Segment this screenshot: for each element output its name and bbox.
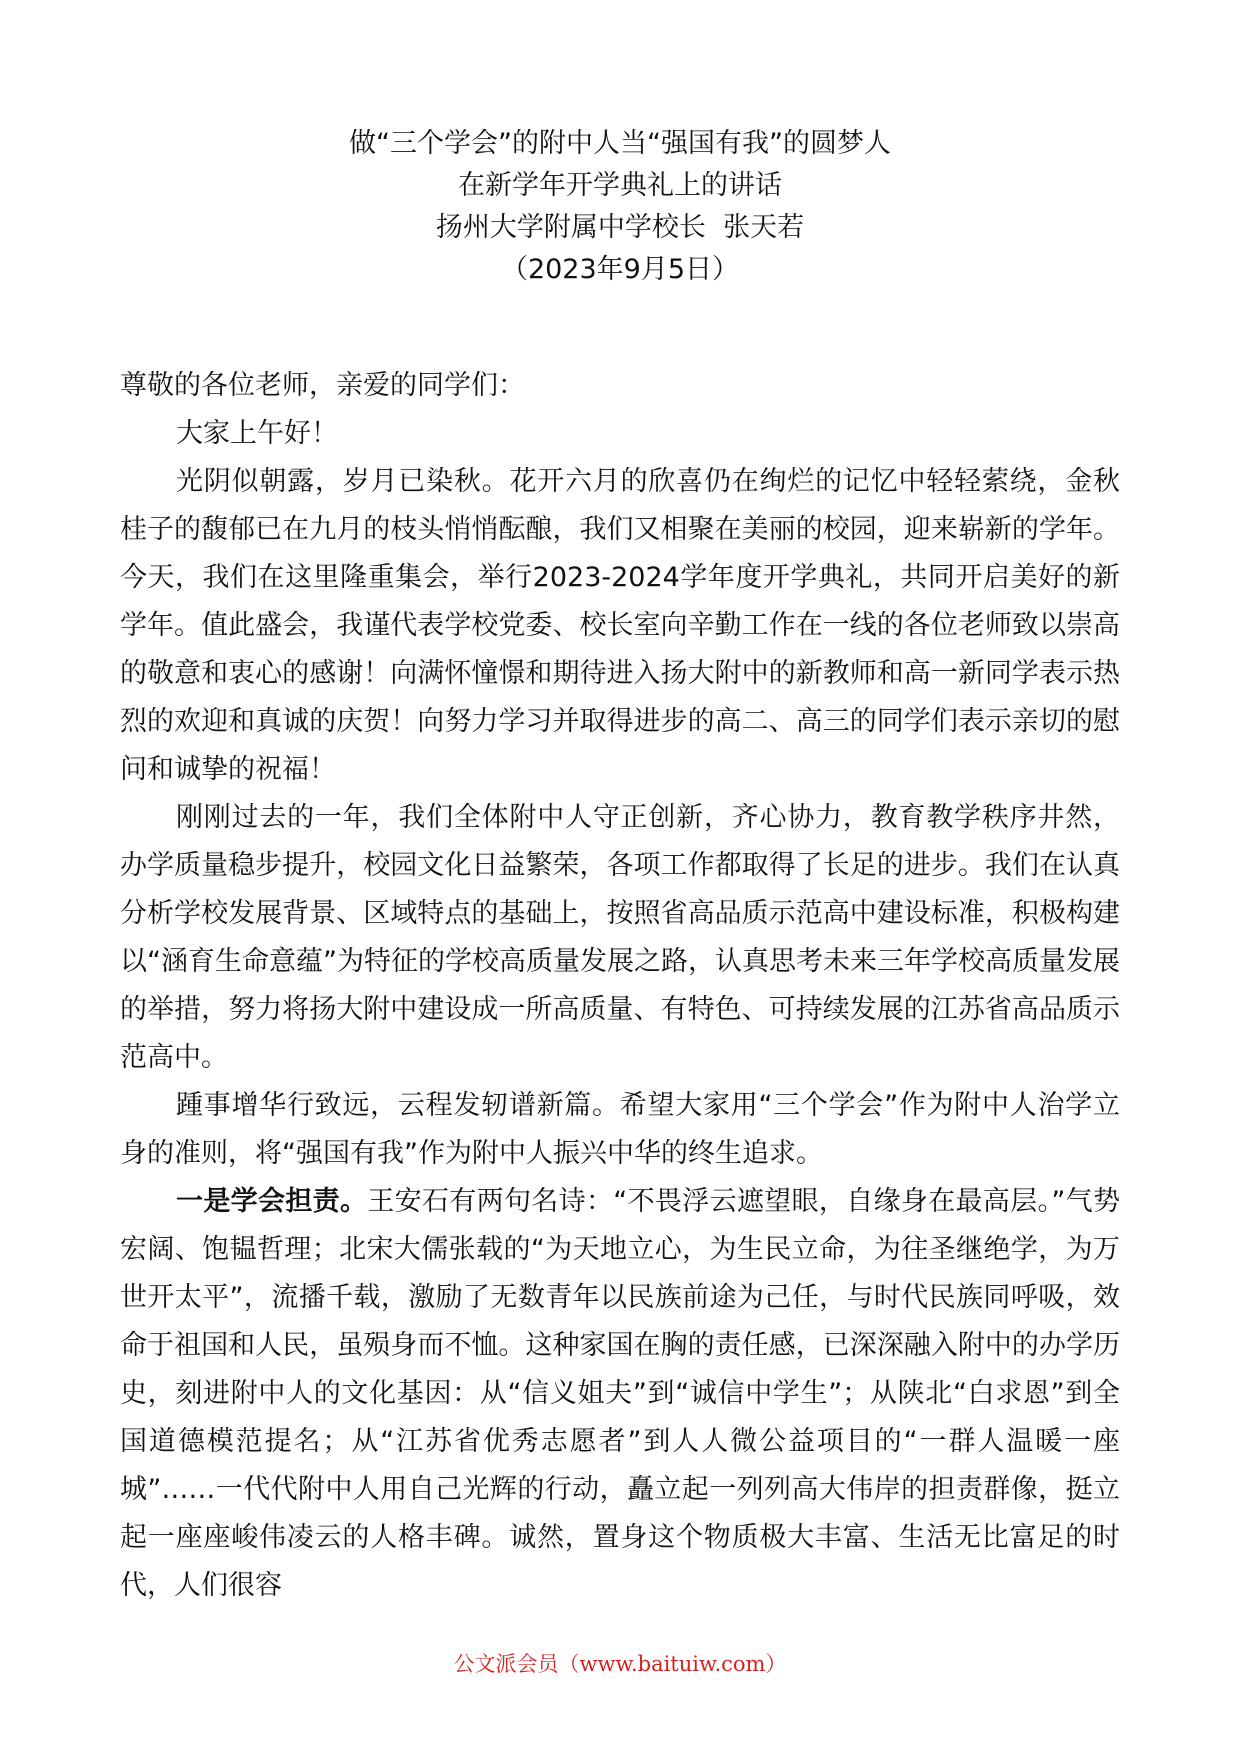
footer-watermark-link[interactable]: 公文派会员（www.baituiw.com） (453, 1652, 787, 1676)
paragraph-1: 光阴似朝露，岁月已染秋。花开六月的欣喜仍在绚烂的记忆中轻轻萦绕，金秋桂子的馥郁已在九月的枝头悄悄酝酿，我们又相聚在美丽的校园，迎来崭新的学年。今天，我们在这里隆重集会，举行2023-2024学年度开学典礼，共同开启美好的新学年。值此盛会，我谨代表学校党委、校长室向辛勤工作在一线的各位老师致以崇高的敬意和衷心的感谢！向满怀憧憬和期待进入扬大附中的新教师和高一新同学表示热烈的欢迎和真诚的庆贺！向努力学习并取得进步的高二、高三的同学们表示亲切的慰问和诚挚的祝福！ (120, 466, 1120, 785)
greeting: 大家上午好！ (176, 418, 338, 449)
author-line: 扬州大学附属中学校长 张天若 (435, 212, 805, 243)
paragraph-4-lead: 一是学会担责。 (176, 1186, 368, 1217)
paragraph-2: 刚刚过去的一年，我们全体附中人守正创新，齐心协力，教育教学秩序井然，办学质量稳步提升，校园文化日益繁荣，各项工作都取得了长足的进步。我们在认真分析学校发展背景、区域特点的基础上，按照省高品质示范高中建设标准，积极构建以“涵育生命意蕴”为特征的学校高质量发展之路，认真思考未来三年学校高质量发展的举措，努力将扬大附中建设成一所高质量、有特色、可持续发展的江苏省高品质示范高中。 (120, 802, 1120, 1073)
paragraph-4-text: 王安石有两句名诗：“不畏浮云遮望眼，自缘身在最高层。”气势宏阔、饱韫哲理；北宋大儒张载的“为天地立心，为生民立命，为往圣继绝学，为万世开太平”，流播千载，激励了无数青年以民族前途为己任，与时代民族同呼吸，效命于祖国和人民，虽殒身而不恤。这种家国在胸的责任感，已深深融入附中的办学历史，刻进附中人的文化基因：从“信义姐夫”到“诚信中学生”；从陕北“白求恩”到全国道德模范提名；从“江苏省优秀志愿者”到人人微公益项目的“一群人温暖一座城”……一代代附中人用自己光辉的行动，矗立起一列列高大伟岸的担责群像，挺立起一座座峻伟凌云的人格丰碑。诚然，置身这个物质极大丰富、生活无比富足的时代，人们很容 (120, 1186, 1120, 1601)
paragraph-4 (120, 1178, 1120, 1610)
document-title: 做“三个学会”的附中人当“强国有我”的圆梦人 (349, 128, 891, 159)
title-block (0, 123, 1240, 291)
document-body (120, 362, 1120, 1610)
salutation: 尊敬的各位老师，亲爱的同学们： (120, 370, 525, 401)
paragraph-3: 踵事增华行致远，云程发轫谱新篇。希望大家用“三个学会”作为附中人治学立身的准则，将“强国有我”作为附中人振兴中华的终生追求。 (120, 1090, 1120, 1169)
document-subtitle: 在新学年开学典礼上的讲话 (458, 170, 782, 201)
date-line: （2023年9月5日） (500, 254, 740, 285)
